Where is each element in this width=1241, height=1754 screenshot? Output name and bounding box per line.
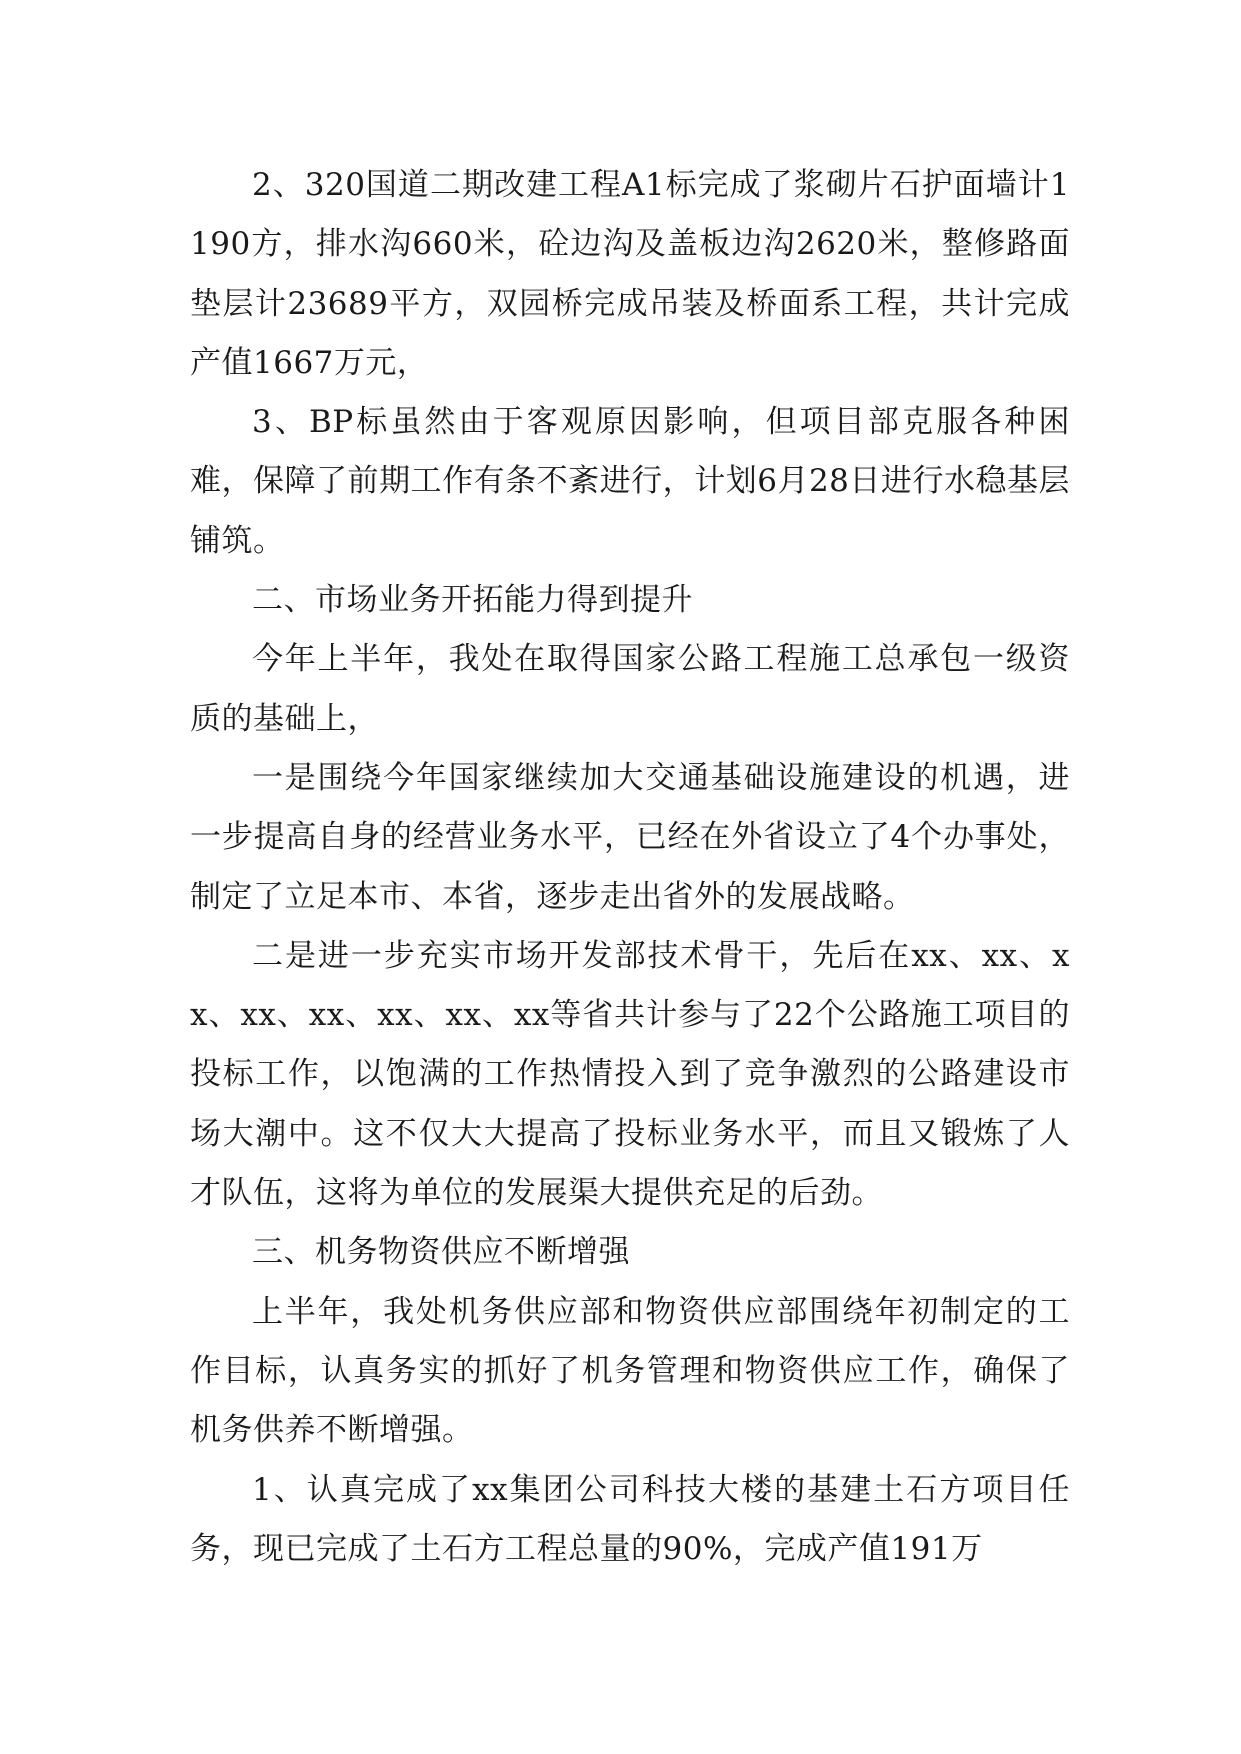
paragraph-supply-item-1: 1、认真完成了xx集团公司科技大楼的基建土石方项目任务，现已完成了土石方工程总量的90%，完成产值191万 (190, 1471, 1070, 1567)
document-body (190, 156, 1070, 1579)
section-heading-supply: 三、机务物资供应不断增强 (252, 1234, 630, 1271)
paragraph-item-2-a1-section: 2、320国道二期改建工程A1标完成了浆砌片石护面墙计1190方，排水沟660米，砼边沟及盖板边沟2620米，整修路面垫层计23689平方，双园桥完成吊装及桥面系工程，共计完成产值1667万元， (190, 167, 1070, 381)
paragraph-supply-intro: 上半年，我处机务供应部和物资供应部围绕年初制定的工作目标，认真务实的抓好了机务管理和物资供应工作，确保了机务供养不断增强。 (190, 1293, 1070, 1449)
section-heading-market: 二、市场业务开拓能力得到提升 (252, 582, 693, 619)
paragraph-market-intro: 今年上半年，我处在取得国家公路工程施工总承包一级资质的基础上， (190, 641, 1070, 737)
paragraph-market-point-two: 二是进一步充实市场开发部技术骨干，先后在xx、xx、xx、xx、xx、xx、xx、xx等省共计参与了22个公路施工项目的投标工作，以饱满的工作热情投入到了竞争激烈的公路建设市场大潮中。这不仅大大提高了投标业务水平，而且又锻炼了人才队伍，这将为单位的发展渠大提供充足的后劲。 (190, 937, 1070, 1212)
paragraph-item-3-bp-section: 3、BP标虽然由于客观原因影响，但项目部克服各种困难，保障了前期工作有条不紊进行，计划6月28日进行水稳基层铺筑。 (190, 404, 1070, 559)
paragraph-market-point-one: 一是围绕今年国家继续加大交通基础设施建设的机遇，进一步提高自身的经营业务水平，已经在外省设立了4个办事处，制定了立足本市、本省，逐步走出省外的发展战略。 (190, 759, 1070, 915)
